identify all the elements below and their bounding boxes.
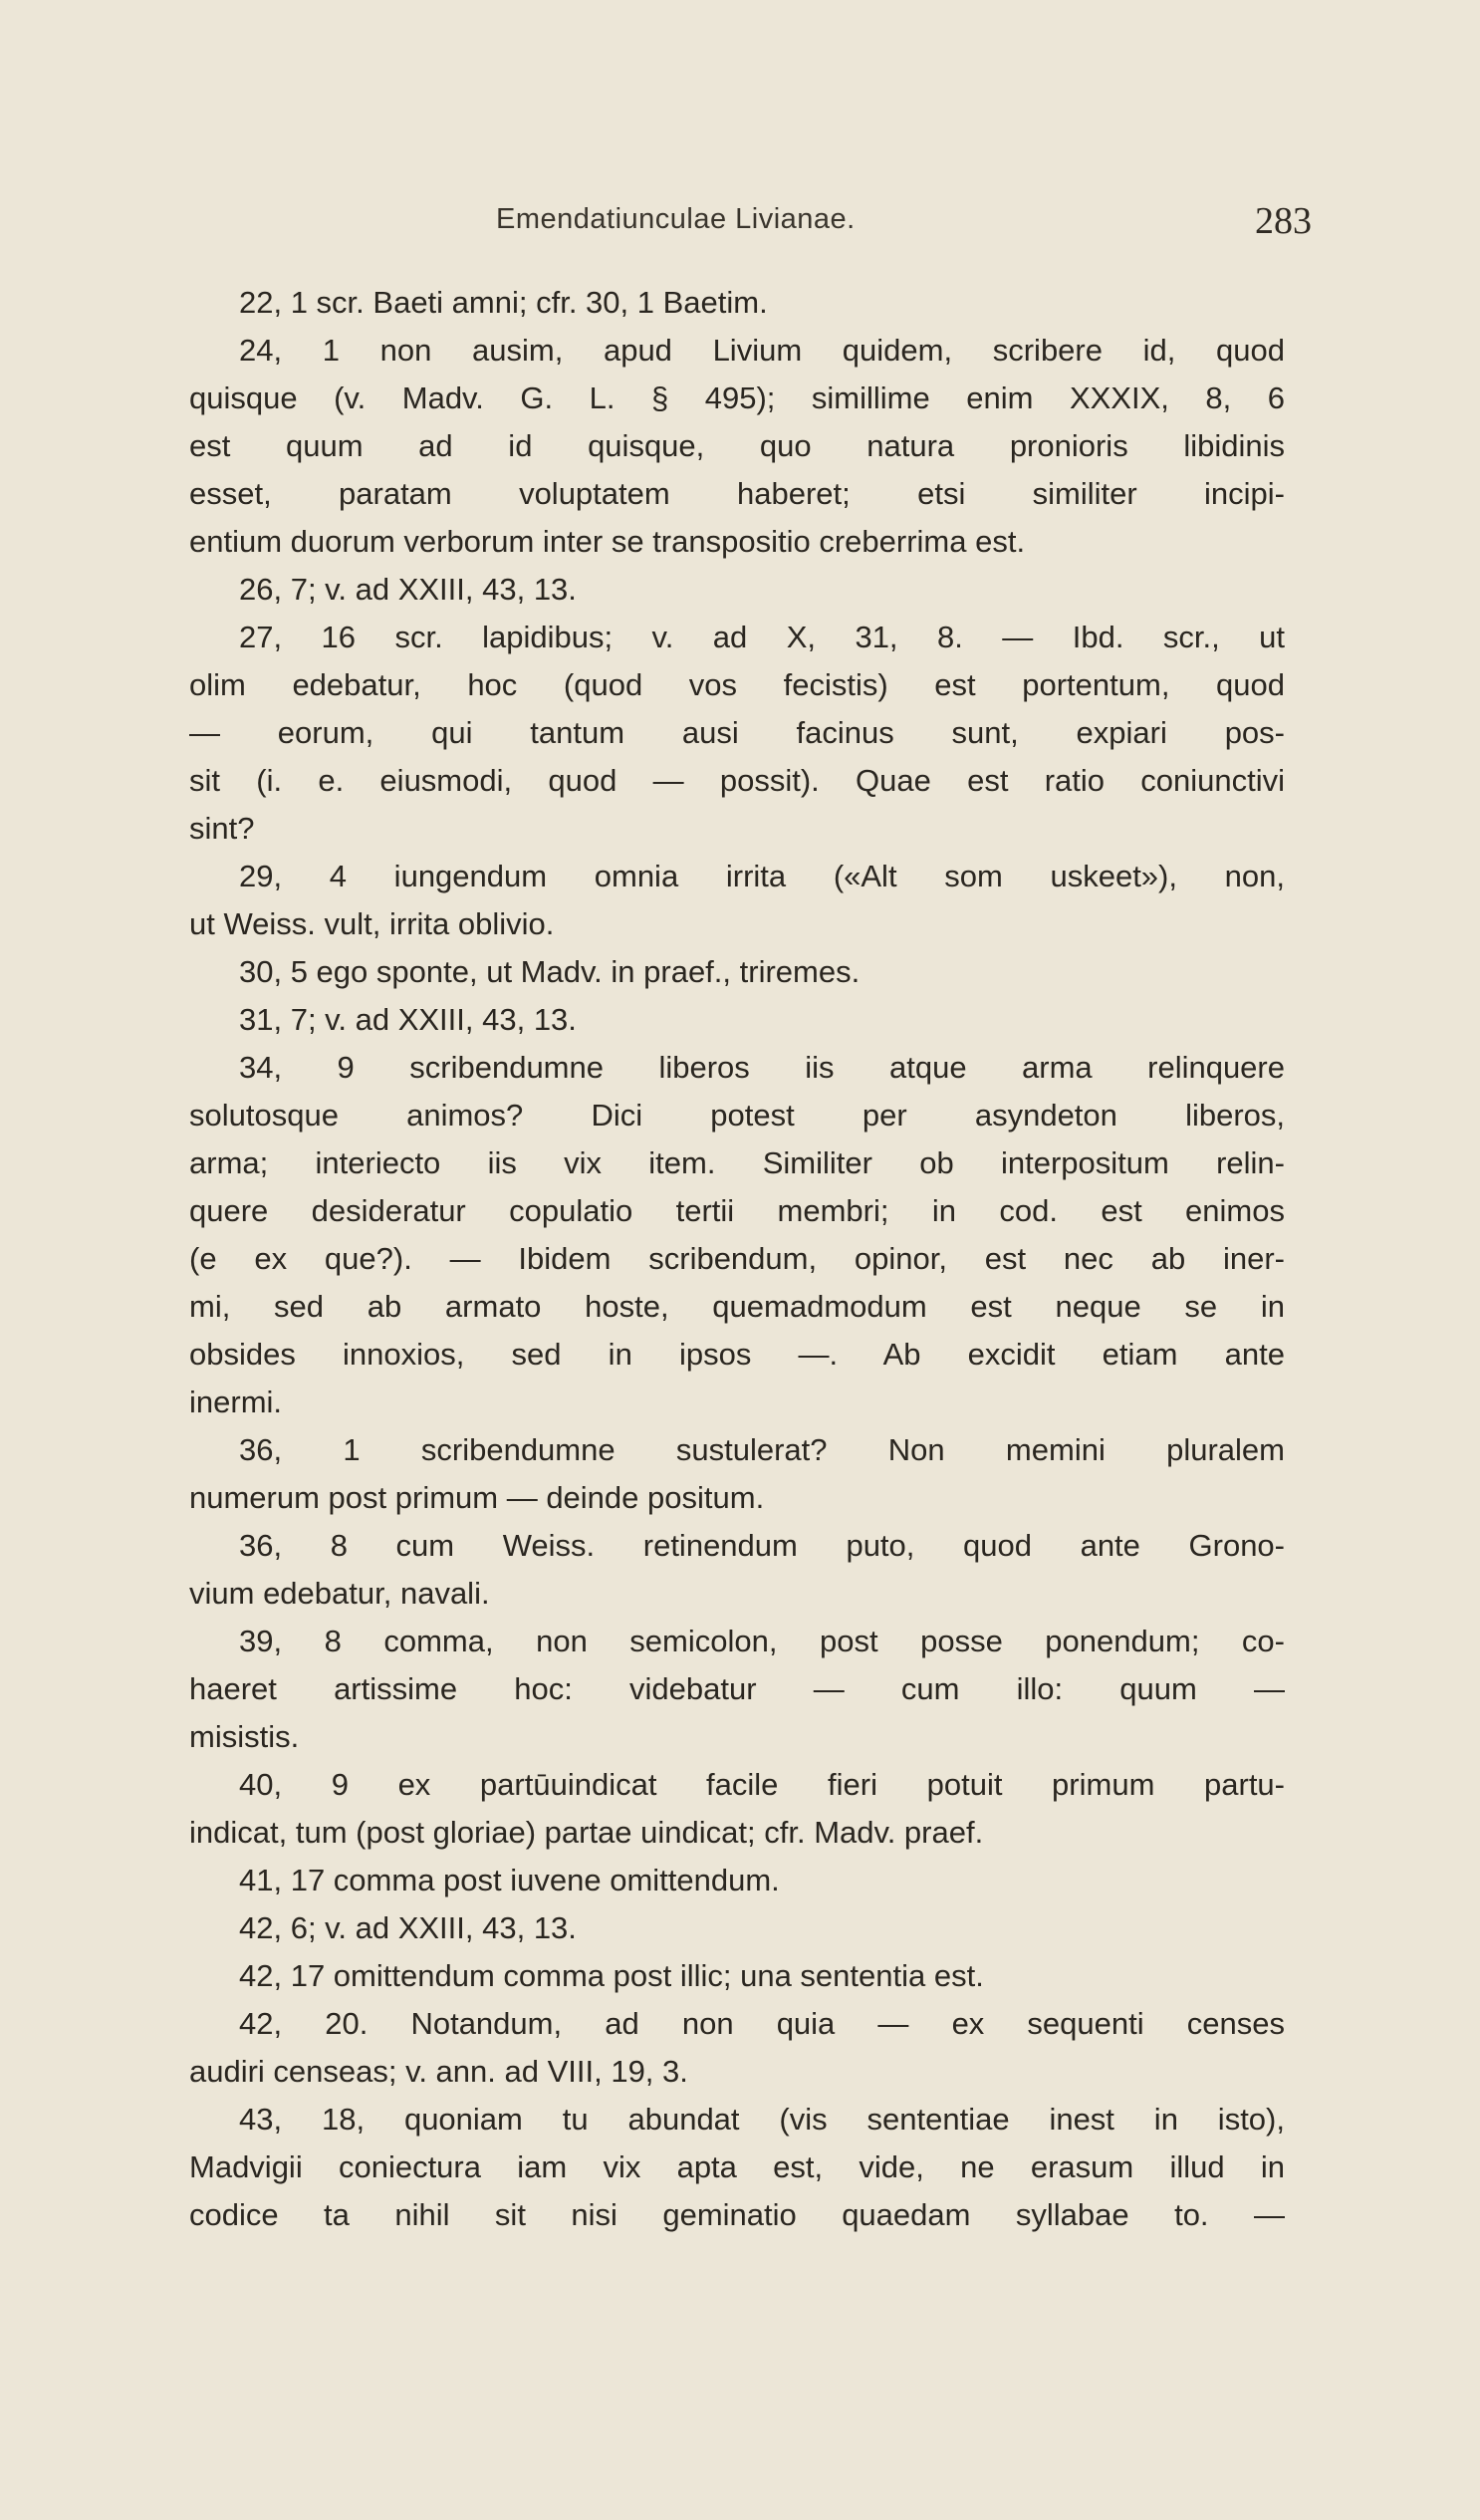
- text-line: 29, 4 iungendum omnia irrita («Alt som uskeet»), non,: [239, 859, 1285, 893]
- text-line: ut Weiss. vult, irrita oblivio.: [189, 906, 555, 941]
- text-line: sint?: [189, 811, 255, 846]
- text-line: esset, paratam voluptatem haberet; etsi similiter incipi-: [189, 476, 1285, 511]
- text-line: 36, 8 cum Weiss. retinendum puto, quod ante Grono-: [239, 1528, 1285, 1563]
- text-line: (e ex que?). — Ibidem scribendum, opinor, est nec ab iner-: [189, 1241, 1285, 1276]
- text-line: inermi.: [189, 1385, 283, 1419]
- text-line: vium edebatur, navali.: [189, 1576, 490, 1611]
- body-text: [189, 279, 1285, 2239]
- text-line: misistis.: [189, 1719, 300, 1754]
- page-header: [0, 200, 1480, 243]
- text-line: 40, 9 ex partūuindicat facile fieri potuit primum partu-: [239, 1767, 1285, 1802]
- text-line: arma; interiecto iis vix item. Similiter ob interpositum relin-: [189, 1145, 1285, 1180]
- text-line: 24, 1 non ausim, apud Livium quidem, scribere id, quod: [239, 333, 1285, 368]
- text-line: est quum ad id quisque, quo natura pronioris libidinis: [189, 428, 1285, 463]
- text-line: 39, 8 comma, non semicolon, post posse ponendum; co-: [239, 1624, 1285, 1658]
- text-line: mi, sed ab armato hoste, quemadmodum est neque se in: [189, 1289, 1285, 1324]
- text-line: 42, 6; v. ad XXIII, 43, 13.: [239, 1910, 577, 1945]
- text-line: olim edebatur, hoc (quod vos fecistis) est portentum, quod: [189, 667, 1285, 702]
- text-line: sit (i. e. eiusmodi, quod — possit). Quae est ratio coniunctivi: [189, 763, 1285, 798]
- text-line: audiri censeas; v. ann. ad VIII, 19, 3.: [189, 2054, 688, 2089]
- text-line: solutosque animos? Dici potest per asyndeton liberos,: [189, 1098, 1285, 1133]
- text-line: obsides innoxios, sed in ipsos —. Ab excidit etiam ante: [189, 1337, 1285, 1372]
- text-line: 36, 1 scribendumne sustulerat? Non memini pluralem: [239, 1432, 1285, 1467]
- text-line: — eorum, qui tantum ausi facinus sunt, expiari pos-: [189, 715, 1285, 750]
- page-number: 283: [1255, 200, 1312, 242]
- text-line: quere desideratur copulatio tertii membri; in cod. est enimos: [189, 1193, 1285, 1228]
- running-title: Emendatiunculae Livianae.: [496, 203, 856, 235]
- text-line: 27, 16 scr. lapidibus; v. ad X, 31, 8. — Ibd. scr., ut: [239, 620, 1285, 654]
- text-line: 31, 7; v. ad XXIII, 43, 13.: [239, 1002, 577, 1037]
- text-line: 30, 5 ego sponte, ut Madv. in praef., triremes.: [239, 954, 861, 989]
- text-line: entium duorum verborum inter se transpositio creberrima est.: [189, 524, 1026, 559]
- text-line: Madvigii coniectura iam vix apta est, vide, ne erasum illud in: [189, 2149, 1285, 2184]
- text-line: quisque (v. Madv. G. L. § 495); simillime enim XXXIX, 8, 6: [189, 380, 1285, 415]
- text-line: 42, 20. Notandum, ad non quia — ex sequenti censes: [239, 2006, 1285, 2041]
- text-line: 22, 1 scr. Baeti amni; cfr. 30, 1 Baetim.: [239, 285, 768, 320]
- text-line: 42, 17 omittendum comma post illic; una sententia est.: [239, 1958, 984, 1993]
- text-line: 41, 17 comma post iuvene omittendum.: [239, 1863, 780, 1897]
- text-line: codice ta nihil sit nisi geminatio quaedam syllabae to. —: [189, 2197, 1285, 2232]
- text-line: 26, 7; v. ad XXIII, 43, 13.: [239, 572, 577, 607]
- text-line: haeret artissime hoc: videbatur — cum illo: quum —: [189, 1671, 1285, 1706]
- text-line: 34, 9 scribendumne liberos iis atque arma relinquere: [239, 1050, 1285, 1085]
- text-line: numerum post primum — deinde positum.: [189, 1480, 765, 1515]
- text-line: indicat, tum (post gloriae) partae uindicat; cfr. Madv. praef.: [189, 1815, 984, 1850]
- text-line: 43, 18, quoniam tu abundat (vis sententiae inest in isto),: [239, 2102, 1285, 2137]
